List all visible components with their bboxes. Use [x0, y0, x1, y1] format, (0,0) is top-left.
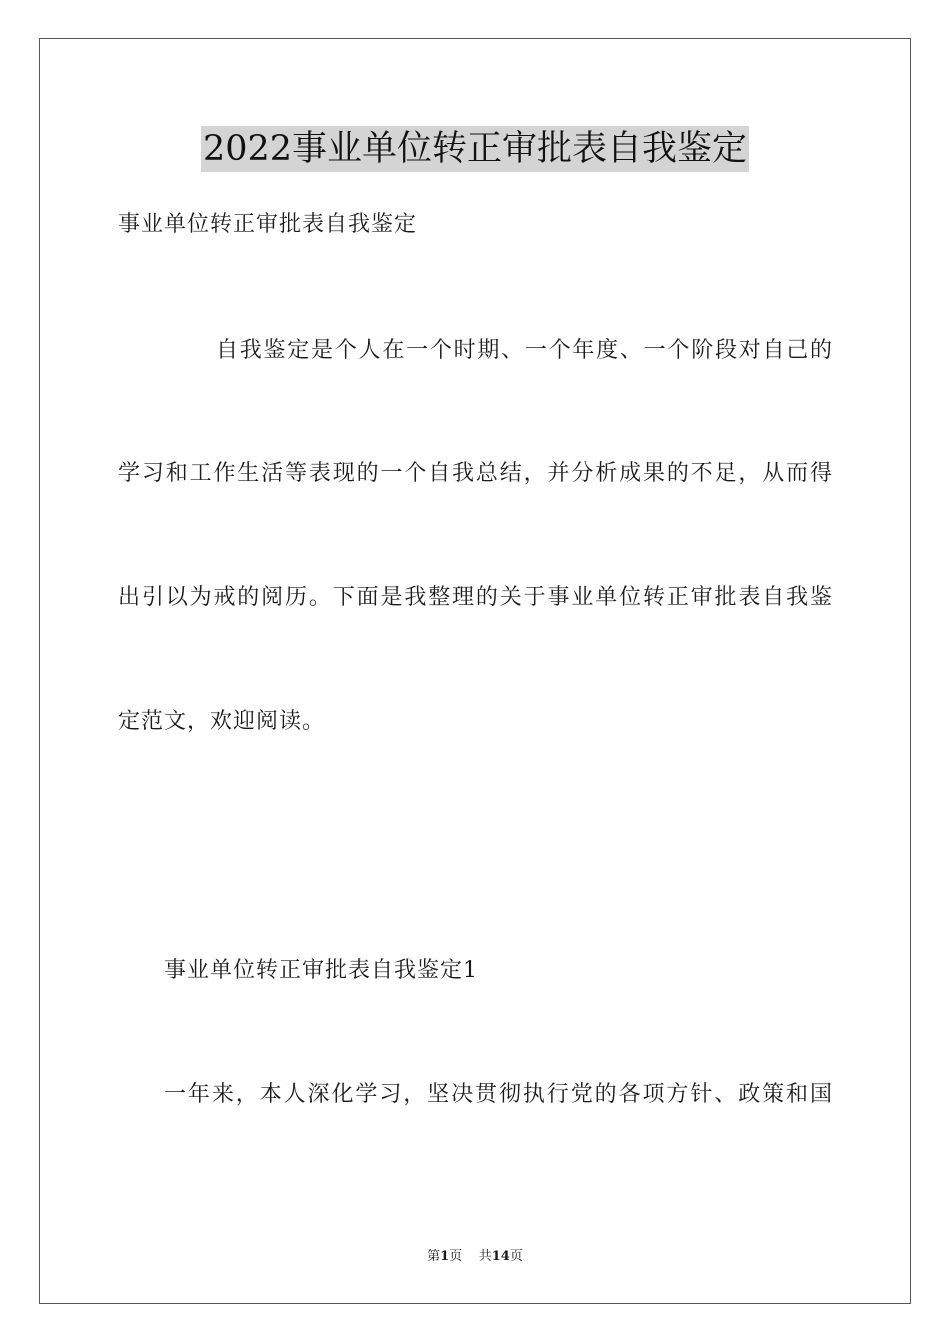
document-subtitle: 事业单位转正审批表自我鉴定 [118, 212, 418, 237]
intro-line-2: 学习和工作生活等表现的一个自我总结，并分析成果的不足，从而得 [118, 461, 833, 486]
footer-total-suffix: 页 [509, 1249, 523, 1264]
footer-total-pages: 14 [491, 1249, 510, 1264]
footer-total-prefix: 共 [478, 1249, 492, 1264]
intro-line-4: 定范文，欢迎阅读。 [118, 709, 326, 734]
intro-line-1: 自我鉴定是个人在一个时期、一个年度、一个阶段对自己的 [216, 338, 833, 363]
document-title: 2022事业单位转正审批表自我鉴定 [201, 126, 749, 172]
section-line-1: 一年来，本人深化学习，坚决贯彻执行党的各项方针、政策和国 [164, 1082, 833, 1107]
footer-page-suffix: 页 [449, 1249, 463, 1264]
intro-line-3: 出引以为戒的阅历。下面是我整理的关于事业单位转正审批表自我鉴 [118, 585, 833, 610]
title-container [0, 126, 950, 172]
footer-page-prefix: 第 [427, 1249, 441, 1264]
page-footer [0, 1248, 950, 1266]
footer-page-number: 1 [440, 1249, 450, 1264]
section-heading: 事业单位转正审批表自我鉴定1 [164, 958, 478, 983]
